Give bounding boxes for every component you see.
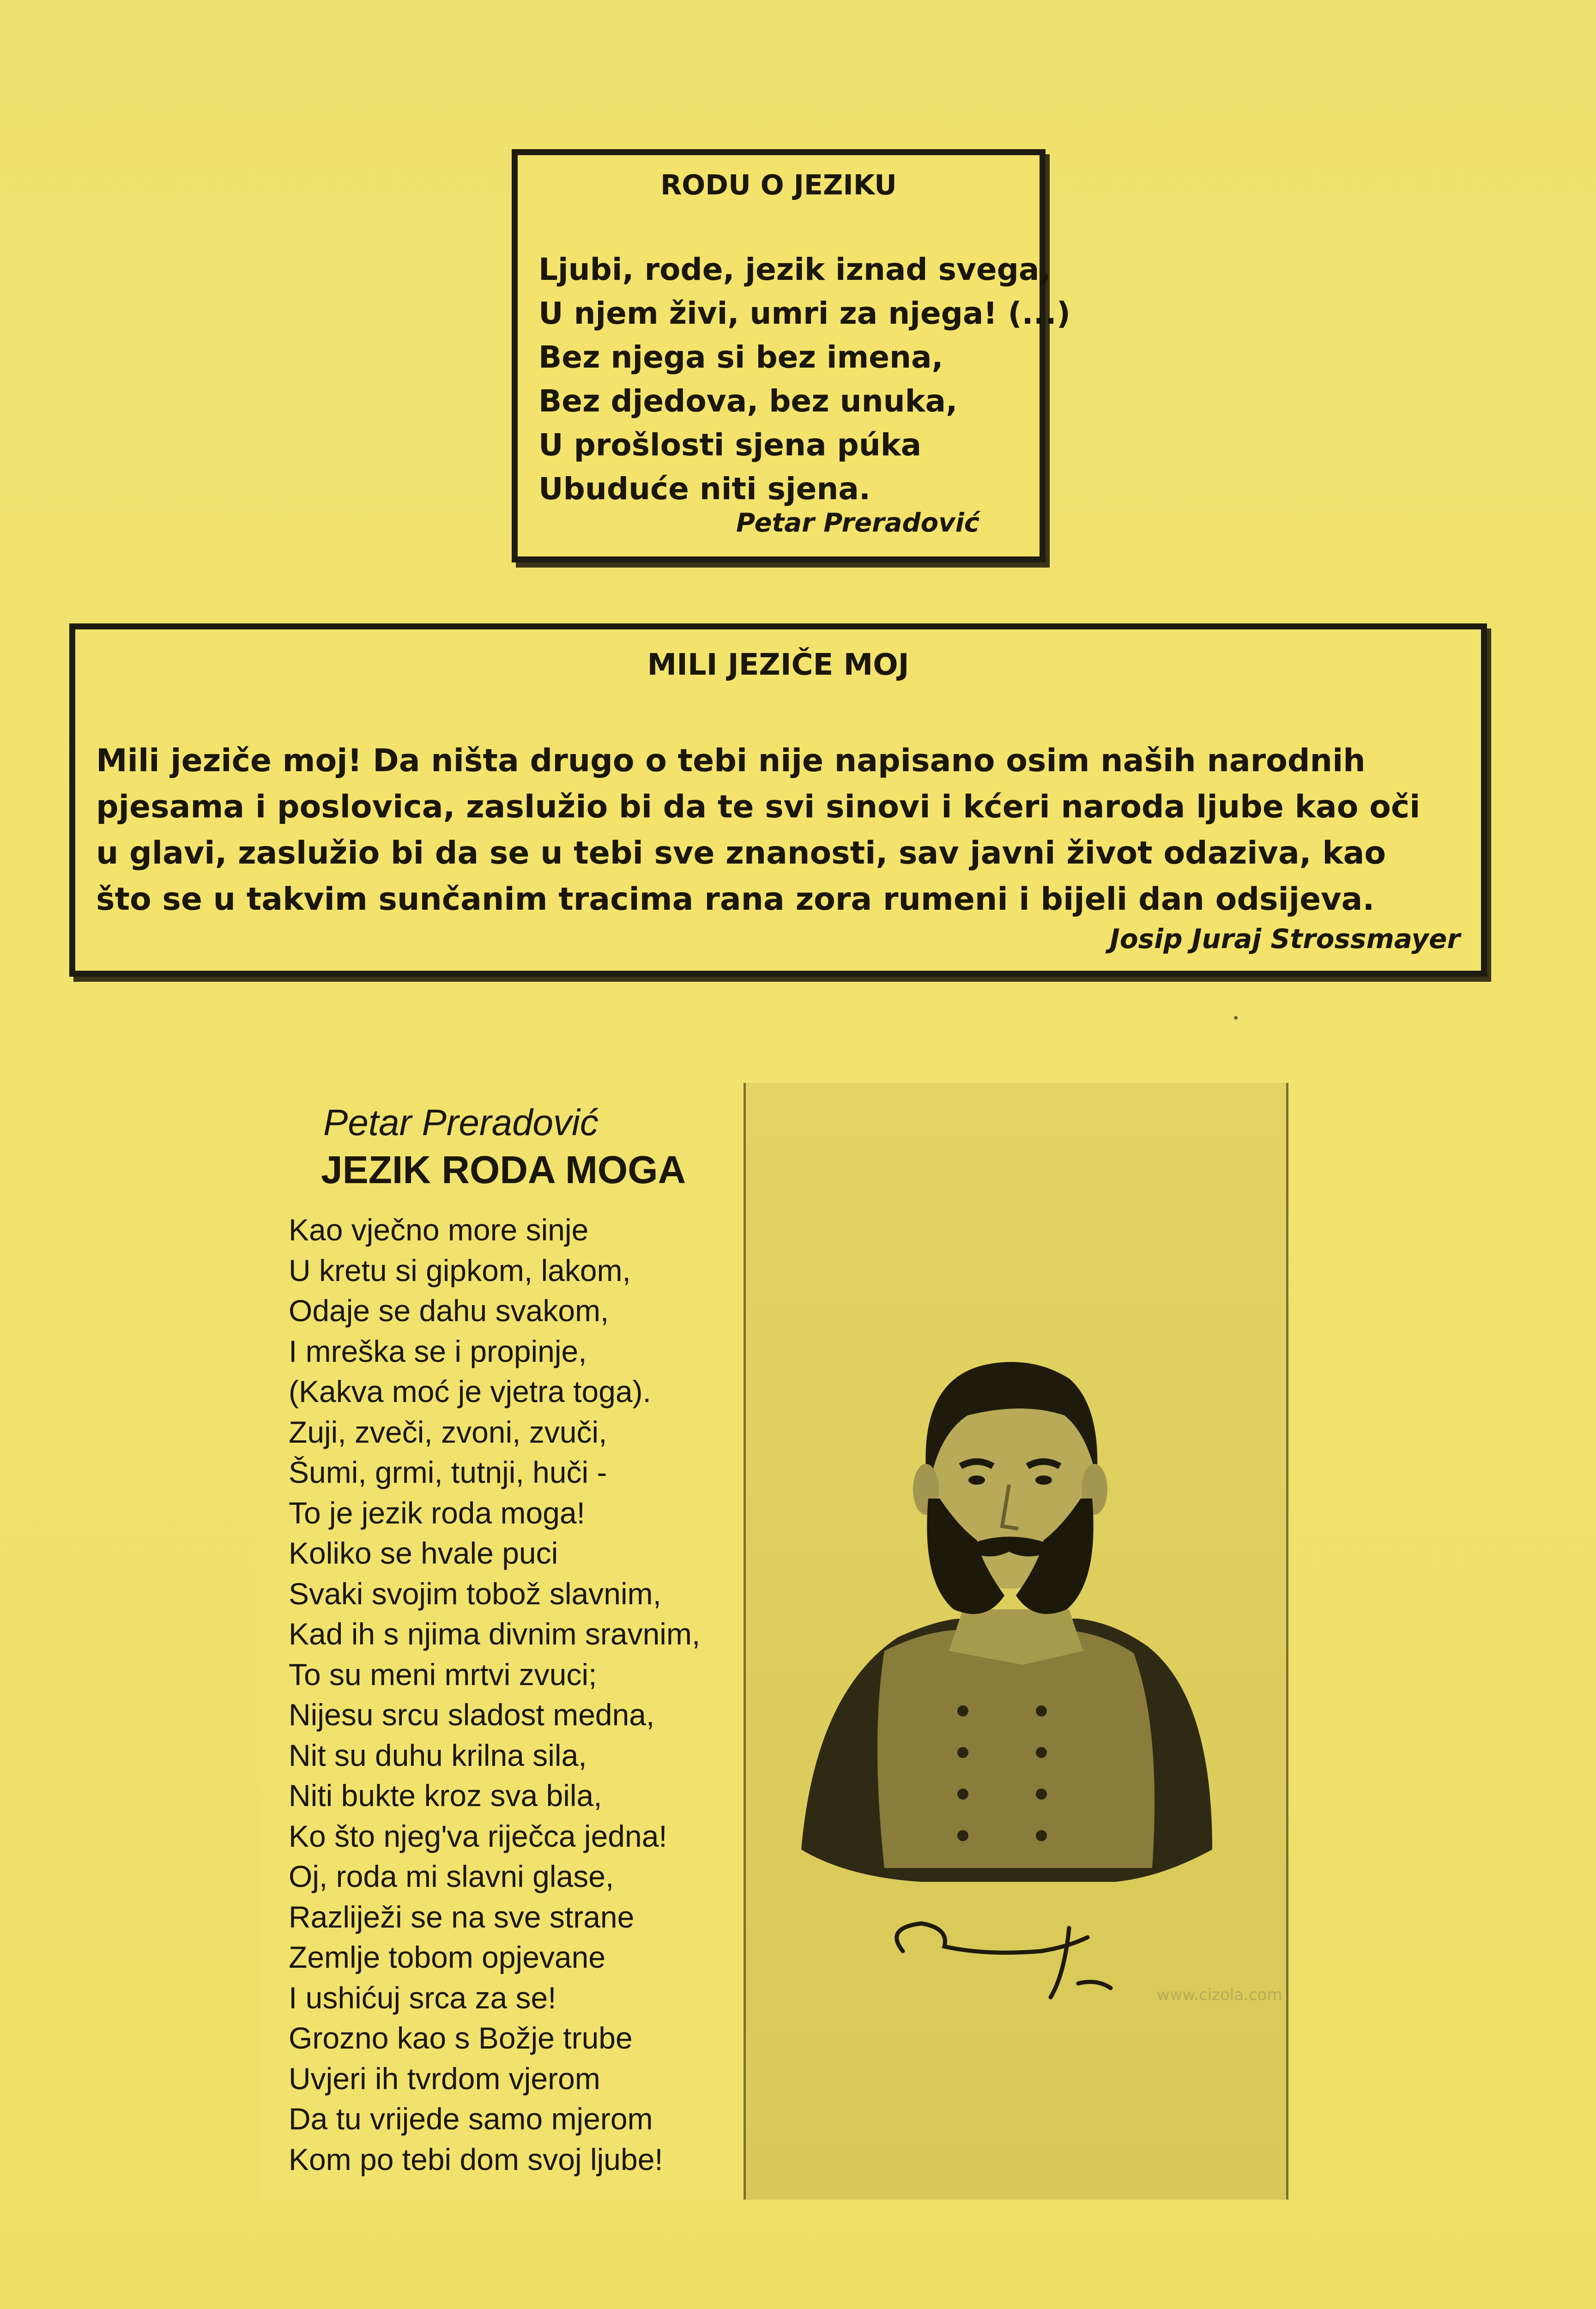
poem-line: Šumi, grmi, tutnji, huči - <box>289 1455 607 1489</box>
poem-line: Kao vječno more sinje <box>289 1213 589 1247</box>
poem-panel <box>259 1083 744 2200</box>
poem-line: Da tu vrijede samo mjerom <box>289 2102 653 2136</box>
poem-line: Uvjeri ih tvrdom vjerom <box>289 2061 600 2096</box>
verse-line: Ljubi, rode, jezik iznad svega, <box>538 252 1051 287</box>
poem-line: Svaki svojim tobož slavnim, <box>289 1576 661 1611</box>
quote-box-rodu-o-jeziku <box>512 149 1071 562</box>
poem-line: Nit su duhu krilna sila, <box>289 1738 587 1772</box>
poem-line: U kretu si gipkom, lakom, <box>289 1253 631 1287</box>
poem-title: JEZIK RODA MOGA <box>321 1148 686 1191</box>
poem-line: Zemlje tobom opjevane <box>289 1940 606 1974</box>
verse-line: U prošlosti sjena púka <box>538 427 922 463</box>
watermark: www.cizola.com <box>1157 1986 1282 2004</box>
poem-line: Koliko se hvale puci <box>289 1536 558 1570</box>
portrait-drawing <box>746 1083 1286 2200</box>
poem-line: Kom po tebi dom svoj ljube! <box>289 2142 663 2176</box>
poem-line: Grozno kao s Božje trube <box>289 2021 633 2055</box>
box-author: Petar Preradović <box>736 508 979 538</box>
verse-line: U njem živi, umri za njega! (...) <box>538 296 1071 331</box>
poem-line: Ko što njeg'va riječca jedna! <box>289 1819 667 1853</box>
verse-line: Ubuduće niti sjena. <box>538 471 871 507</box>
paper-speck <box>1234 1016 1238 1020</box>
box-author: Josip Juraj Strossmayer <box>1110 923 1460 955</box>
poem-author: Petar Preradović <box>323 1102 598 1143</box>
poem-lines <box>289 1210 741 2180</box>
poem-line: I mreška se i propinje, <box>289 1334 587 1368</box>
poem-line: Zuji, zveči, zvoni, zvuči, <box>289 1414 607 1449</box>
poem-line: To su meni mrtvi zvuci; <box>289 1657 597 1692</box>
poem-line: Nijesu srcu sladost medna, <box>289 1698 655 1732</box>
poem-line: To je jezik roda moga! <box>289 1495 585 1530</box>
poem-line: Niti bukte kroz sva bila, <box>289 1778 602 1813</box>
box-title: RODU O JEZIKU <box>660 169 897 201</box>
poem-line: (Kakva moć je vjetra toga). <box>289 1374 651 1408</box>
quote-box-mili-jezice-moj <box>69 623 1487 977</box>
poem-line: Razliježi se na sve strane <box>289 1899 635 1934</box>
portrait-image <box>744 1083 1288 2200</box>
poem-clipping <box>259 1083 1284 2200</box>
verse-line: Bez njega si bez imena, <box>538 339 943 375</box>
box-title: MILI JEZIČE MOJ <box>647 648 909 682</box>
verse-line: Bez djedova, bez unuka, <box>538 383 958 419</box>
verse-list <box>538 248 1070 511</box>
poem-line: Kad ih s njima divnim sravnim, <box>289 1617 701 1651</box>
poem-line: Odaje se dahu svakom, <box>289 1294 609 1328</box>
poem-line: I ushićuj srca za se! <box>289 1980 556 2015</box>
quote-text: Mili jeziče moj! Da ništa drugo o tebi nije napisano osim naših narodnih pjesama i poslovica, zaslužio bi da te svi sinovi i kćeri naroda ljube kao oči u glavi, zaslužio bi da se u tebi sve znanosti, sav javni život odaziva, kao što se u takvim sunčanim tracima rana zora rumeni i bijeli dan odsijeva. <box>96 743 1421 918</box>
poem-line: Oj, roda mi slavni glase, <box>289 1859 614 1893</box>
